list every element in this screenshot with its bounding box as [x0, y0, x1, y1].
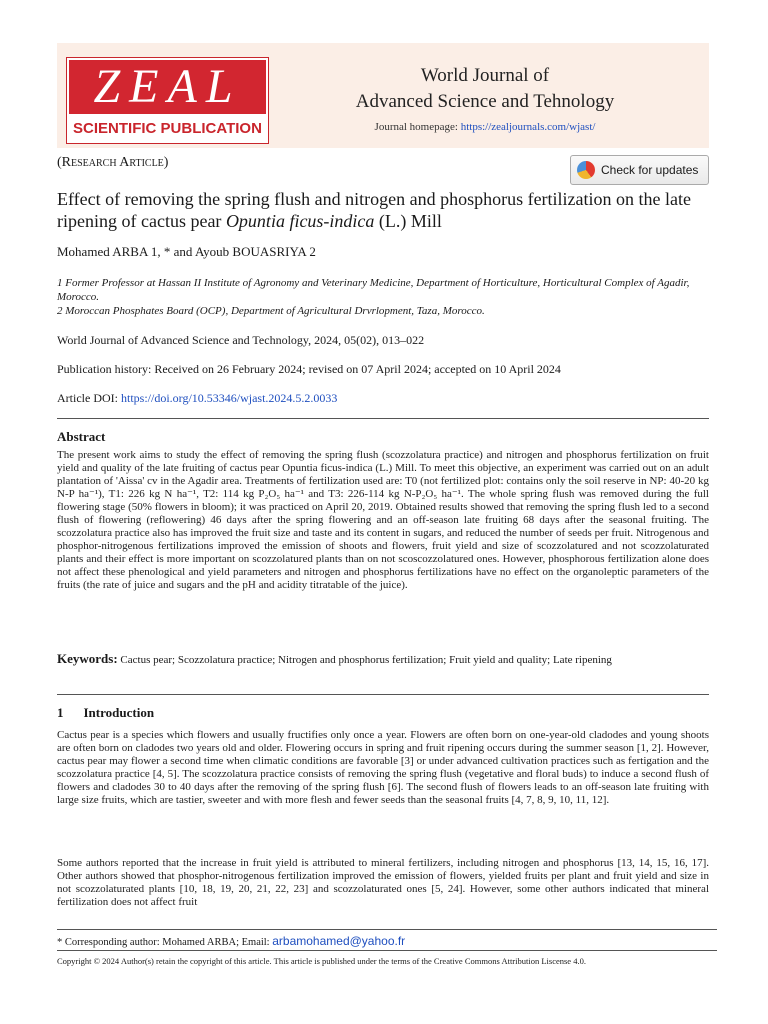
- article-type: (Research Article): [57, 155, 169, 170]
- article-doi: [57, 391, 337, 406]
- journal-header: [57, 43, 709, 148]
- title-text-end: (L.) Mill: [374, 211, 442, 231]
- journal-homepage: [315, 121, 655, 133]
- doi-label: Article DOI:: [57, 391, 121, 405]
- copyright-notice: Copyright © 2024 Author(s) retain the copyright of this article. This article is published under the terms of the Creative Commons Attribution Liscense 4.0.: [57, 956, 586, 966]
- title-text: Effect of removing the spring flush and nitrogen and phosphorus fertilization on the late ripening of cactus pear: [57, 189, 692, 231]
- journal-title-line1: World Journal of: [420, 65, 550, 86]
- intro-paragraph-2: Some authors reported that the increase in fruit yield is attributed to mineral fertilizers, including nitrogen and phosphorus [13, 14, 15, 16, 17]. Other authors showed that phosphor-nitrogenous fertilization improved the emission of flowers, yielded fruits per plant and fruit yield and size in not scozzolaturated plants [10, 18, 19, 20, 21, 22, 23] and scozzolaturated ones [5, 24]. However, some other authors indicated that mineral fertilization does not affect fruit: [57, 857, 709, 908]
- logo-subtitle: SCIENTIFIC PUBLICATION: [73, 120, 262, 137]
- check-for-updates-button[interactable]: [570, 155, 709, 185]
- corresponding-author: [57, 934, 405, 948]
- check-updates-label: Check for updates: [601, 163, 699, 177]
- intro-paragraph-1: Cactus pear is a species which flowers and usually fructifies only once a year. Flowers are often born on one-year-old cladodes and young shoots are often born on cladodes two years old and older. Flowering occurs in spring and fruit ripening occurs during the summer season [1, 2]. However, cactus pear may flower a second time when climatic conditions are favorable [3] or under advanced cultivation practices such as fertigation and the scozzolatura practice [4, 5]. The scozzolatura practice consists of removing the spring flush (vegetative and floral buds) to induce a second flush of flowers and cladodes 30 to 40 days after the removing of the spring flush [6]. The second flush of flowers leads to an off-season late fruiting with large size fruits, which are tastier, sweeter and with more flesh and fewer seeds than the seasonal fruits [4, 7, 8, 9, 10, 11, 12].: [57, 729, 709, 806]
- homepage-link[interactable]: https://zealjournals.com/wjast/: [460, 121, 596, 133]
- email-link[interactable]: arbamohamed@yahoo.fr: [272, 934, 406, 948]
- crossmark-icon: [577, 161, 595, 179]
- section-title: Introduction: [83, 705, 155, 720]
- divider: [57, 418, 709, 419]
- logo-wordmark: ZEAL: [69, 60, 266, 114]
- affiliation-1: 1 Former Professor at Hassan II Institute of Agronomy and Veterinary Medicine, Department of Horticulture, Horticultural Complex of Agadir, Morocco.: [57, 277, 690, 303]
- corresponding-label: * Corresponding author: Mohamed ARBA; Email:: [57, 937, 273, 948]
- affiliation-2: 2 Moroccan Phosphates Board (OCP), Department of Agricultural Drvrlopment, Taza, Morocco.: [57, 305, 485, 317]
- keywords-label: Keywords:: [57, 651, 118, 666]
- journal-title: [315, 63, 655, 115]
- publication-history: Publication history: Received on 26 February 2024; revised on 07 April 2024; accepted on 10 April 2024: [57, 362, 561, 376]
- abstract-text: The present work aims to study the effect of removing the spring flush (scozzolatura practice) and nitrogen and phosphorus fertilization on fruit yield and quality of the late fruiting of cactus pear Opuntia ficus-indica (L.) Mill. To meet this objective, an experiment was carried out on an adult plantation of 'Aissa' cv in the Agadir area. Treatments of fertilization used are: T0 (not fertilized plot: contains only the soil reserve in NP: 40-20 kg N-P ha⁻¹), T1: 226 kg N ha⁻¹, T2: 114 kg P₂O₅ ha⁻¹ and T3: 226-114 kg N-P₂O₅ ha⁻¹. The whole spring flush was removed during the full flowering stage (50% flowers in bloom); it was practiced on April 20, 2019. Obtained results showed that removing the spring flush led to a second flush of flowering (reflowering) 46 days after the spring flowering and an off-season late fruiting 68 days after the seasonal fruiting. The scozzolatura practice also has improved the fruit size and taste and its content in sugars, and reduced the number of seeds per fruit. Nitrogenous and phosphor-nitrogenous fertilizations improved the emission of shoots and flowers, fruit yield and size of scozzolatured and not scozzolaturated plants and their effect is more important on scozzolatured plants than on not scoscozzolatured ones. However, phosphorous fertilization alone does not affect these phenological and yield parameters and nitrogen and phosphorus fertilizations have no effect on the organoleptic parameters of the fruits (the rate of juice and sugars and the pH and acidity titratable of the juice).: [57, 449, 709, 591]
- abstract-heading: Abstract: [57, 429, 106, 444]
- citation: World Journal of Advanced Science and Technology, 2024, 05(02), 013–022: [57, 333, 425, 347]
- keywords-list: Cactus pear; Scozzolatura practice; Nitrogen and phosphorus fertilization; Fruit yield and quality; Late ripening: [117, 654, 612, 666]
- article-title: [57, 188, 717, 232]
- section-heading-introduction: [57, 705, 154, 721]
- doi-link[interactable]: https://doi.org/10.53346/wjast.2024.5.2.0033: [120, 391, 338, 405]
- title-species: Opuntia ficus-indica: [225, 211, 375, 231]
- zeal-logo[interactable]: [66, 57, 269, 144]
- author-list: Mohamed ARBA 1, * and Ayoub BOUASRIYA 2: [57, 244, 316, 259]
- divider: [57, 694, 709, 695]
- keywords: [57, 652, 709, 667]
- journal-title-line2: Advanced Science and Tehnology: [355, 91, 615, 112]
- homepage-label: Journal homepage:: [374, 121, 461, 133]
- footnote-divider: [57, 929, 717, 930]
- footnote-divider: [57, 950, 717, 951]
- section-number: 1: [57, 705, 64, 720]
